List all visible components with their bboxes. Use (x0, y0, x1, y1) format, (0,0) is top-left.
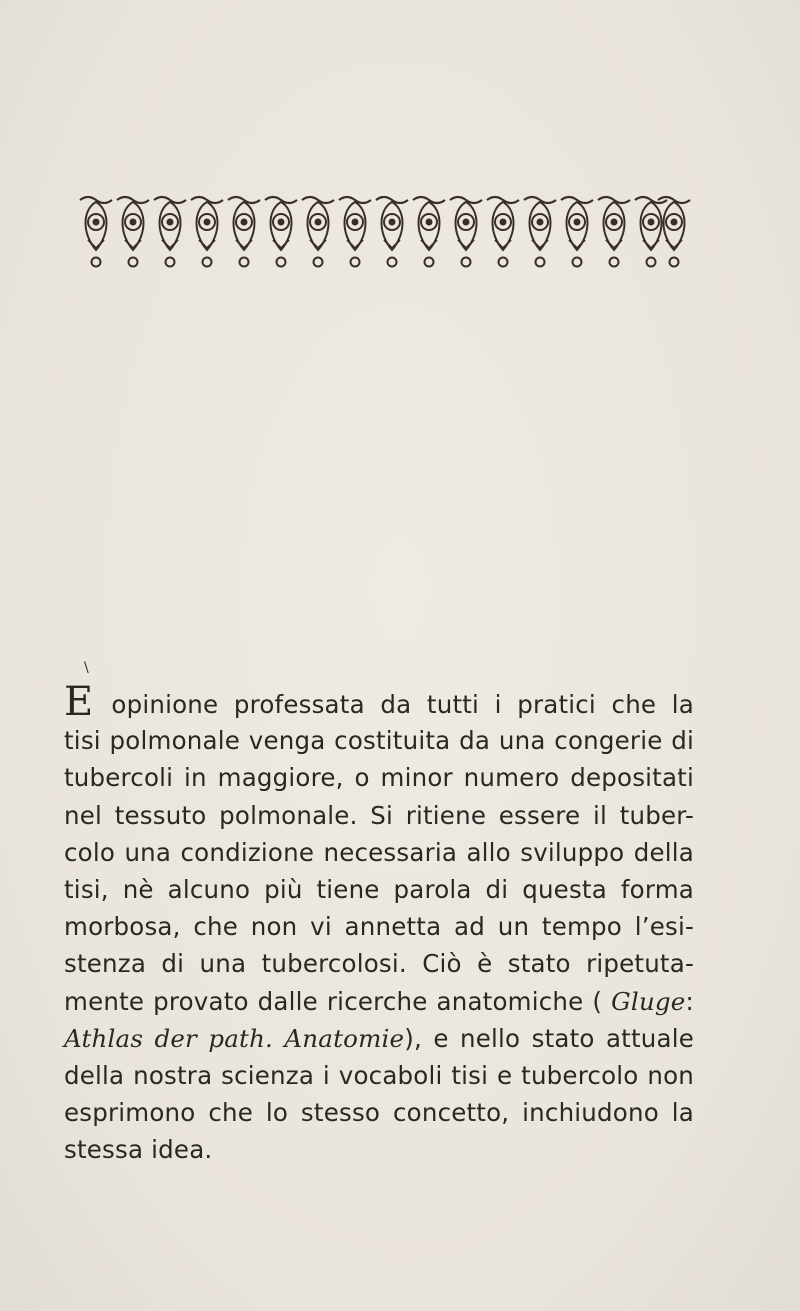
text-line-5: colo una condizione necessaria allo sviluppo della (64, 837, 694, 867)
grave-accent-mark: \ (84, 660, 89, 676)
text-line-7: morbosa, che non vi annetta ad un tempo l’esi- (64, 912, 694, 942)
text-line-4: nel tessuto polmonale. Si ritiene essere il tuber- (64, 800, 694, 830)
text-line-6: tisi, nè alcuno più tiene parola di questa forma (64, 874, 694, 904)
text-line-8: stenza di una tubercolosi. Ciò è stato ripetuta- (64, 949, 694, 979)
ornament-icon (78, 194, 692, 270)
text-line-1: Eopinione professata da tutti i pratici che la (64, 679, 694, 725)
drop-cap: E (64, 679, 94, 725)
text-line-9: mente provato dalle ricerche anatomiche ( Gluge: (64, 986, 694, 1016)
text-line-2: tisi polmonale venga costituita da una congerie di (64, 726, 694, 756)
body-paragraph (64, 679, 695, 1168)
decorative-header-band (78, 194, 692, 270)
text-line-13: stessa idea. (64, 1135, 213, 1165)
text-line-12: esprimono che lo stesso concetto, inchiudono la (64, 1098, 694, 1128)
text-line-10: Athlas der path. Anatomie), e nello stato attuale (64, 1023, 695, 1053)
text-line-11: della nostra scienza i vocaboli tisi e tubercolo non (64, 1060, 694, 1090)
text-line-3: tubercoli in maggiore, o minor numero depositati (64, 763, 694, 793)
